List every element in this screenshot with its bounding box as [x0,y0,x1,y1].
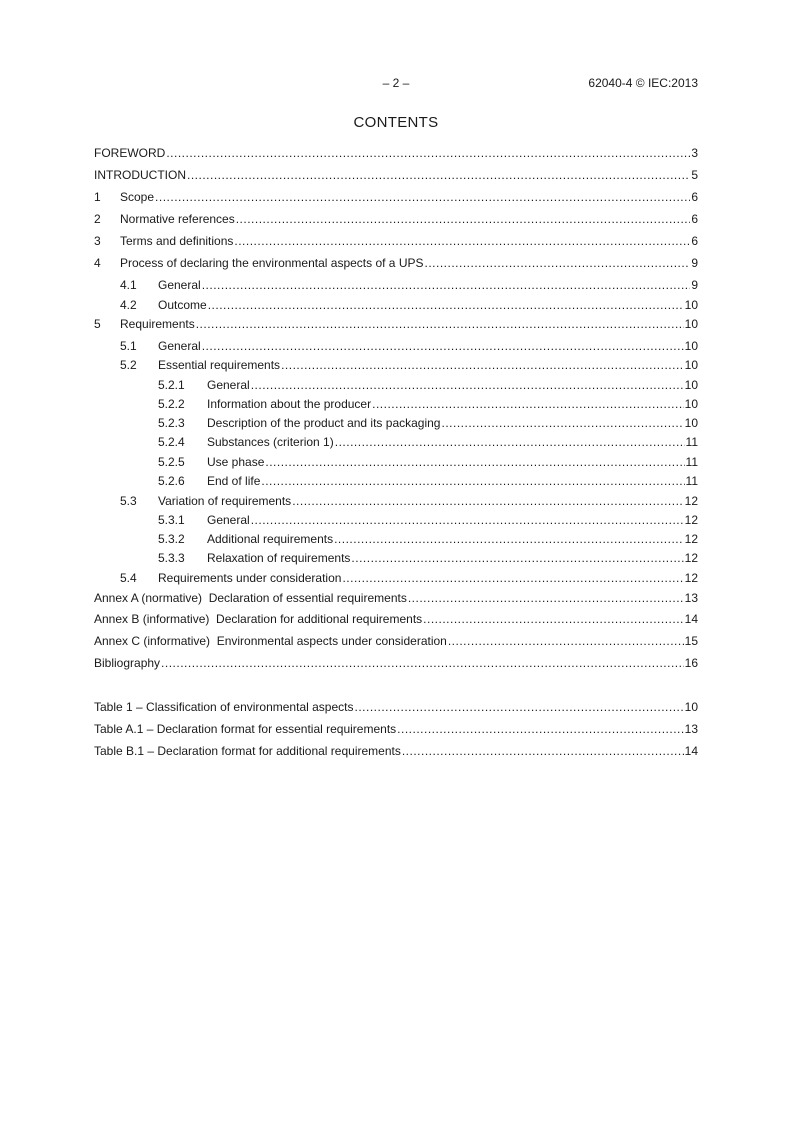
toc-entry-5-3-3[interactable]: 5.3.3 Relaxation of requirements ..... 12 [158,550,698,566]
toc-page-number: 11 [685,474,698,488]
leader-dots [155,189,690,205]
toc-entry-5-2-4[interactable]: 5.2.4 Substances (criterion 1) ..... 11 [158,434,698,450]
page-header [94,76,698,92]
toc-entry-table-b1[interactable]: Table B.1 – Declaration format for additional requirements ..... 14 [94,743,698,759]
leader-dots [234,233,690,249]
leader-dots [187,167,690,183]
toc-entry-5-2-5[interactable]: 5.2.5 Use phase ..... 11 [158,454,698,470]
toc-page-number: 15 [684,634,698,648]
toc-entry-5-4[interactable]: 5.4 Requirements under consideration ..... 12 [120,570,698,586]
toc-section-number: 5.1 [120,339,137,353]
toc-page-number: 6 [691,234,698,248]
toc-page-number: 11 [685,435,698,449]
toc-page-number: 13 [684,591,698,605]
toc-entry-annex-c[interactable]: Annex C (informative) Environmental aspects under consideration ..... 15 [94,633,698,649]
toc-entry-5-3-1[interactable]: 5.3.1 General ..... 12 [158,512,698,528]
toc-page-number: 10 [684,358,698,372]
leader-dots [251,377,684,393]
toc-section-number: 3 [94,234,101,248]
toc-entry-5[interactable]: 5 Requirements ..... 10 [94,316,698,332]
toc-section-number: 5.2.5 [158,455,185,469]
toc-entry-5-2-1[interactable]: 5.2.1 General ..... 10 [158,377,698,393]
leader-dots [441,415,683,431]
toc-entry-4-1[interactable]: 4.1 General ..... 9 [120,277,698,293]
toc-page-number: 9 [691,256,698,270]
toc-entry-4-2[interactable]: 4.2 Outcome ..... 10 [120,297,698,313]
leader-dots [397,721,683,737]
toc-section-number: 1 [94,190,101,204]
leader-dots [161,655,684,671]
toc-section-number: 5.2.6 [158,474,185,488]
leader-dots [408,590,684,606]
leader-dots [342,570,683,586]
toc-page-number: 10 [684,317,698,331]
toc-page-number: 6 [691,190,698,204]
leader-dots [196,316,684,332]
contents-title: CONTENTS [353,114,439,131]
toc-page-number: 12 [684,513,698,527]
toc-section-number: 5.3.1 [158,513,185,527]
toc-page-number: 10 [684,397,698,411]
toc-entry-5-2-2[interactable]: 5.2.2 Information about the producer ..... 10 [158,396,698,412]
toc-entry-5-2-6[interactable]: 5.2.6 End of life ..... 11 [158,473,698,489]
toc-section-number: 5 [94,317,101,331]
toc-entry-foreword[interactable]: FOREWORD ..... 3 [94,145,698,161]
toc-entry-4[interactable]: 4 Process of declaring the environmental aspects of a UPS ..... 9 [94,255,698,271]
leader-dots [354,699,683,715]
toc-page-number: 14 [684,744,698,758]
toc-page-number: 10 [684,298,698,312]
toc-entry-5-3-2[interactable]: 5.3.2 Additional requirements ..... 12 [158,531,698,547]
leader-dots [202,277,691,293]
toc-entry-5-2[interactable]: 5.2 Essential requirements ..... 10 [120,357,698,373]
toc-section-number: 5.2.2 [158,397,185,411]
leader-dots [261,473,684,489]
toc-page-number: 6 [691,212,698,226]
toc-page-number: 10 [684,378,698,392]
toc-entry-5-3[interactable]: 5.3 Variation of requirements ..... 12 [120,493,698,509]
toc-page-number: 14 [684,612,698,626]
document-reference: 62040-4 © IEC:2013 [588,76,698,90]
toc-section-number: 4.1 [120,278,137,292]
toc-page-number: 5 [691,168,698,182]
toc-entry-bibliography[interactable]: Bibliography ..... 16 [94,655,698,671]
toc-section-number: 5.2 [120,358,137,372]
toc-section-number: 5.3.2 [158,532,185,546]
leader-dots [448,633,684,649]
leader-dots [251,512,684,528]
page-number: – 2 – [382,76,410,90]
toc-section-number: 4 [94,256,101,270]
toc-entry-5-1[interactable]: 5.1 General ..... 10 [120,338,698,354]
toc-page-number: 10 [684,339,698,353]
toc-section-number: 4.2 [120,298,137,312]
toc-page-number: 10 [684,416,698,430]
leader-dots [292,493,683,509]
leader-dots [281,357,684,373]
toc-section-number: 5.3.3 [158,551,185,565]
toc-page-number: 12 [684,494,698,508]
toc-entry-introduction[interactable]: INTRODUCTION ..... 5 [94,167,698,183]
leader-dots [425,255,691,271]
leader-dots [236,211,691,227]
toc-section-number: 5.2.3 [158,416,185,430]
leader-dots [265,454,684,470]
toc-page-number: 3 [691,146,698,160]
leader-dots [351,550,683,566]
toc-page-number: 12 [684,571,698,585]
toc-entry-annex-a[interactable]: Annex A (normative) Declaration of essential requirements ..... 13 [94,590,698,606]
leader-dots [202,338,684,354]
leader-dots [372,396,684,412]
toc-section-number: 5.2.1 [158,378,185,392]
leader-dots [208,297,684,313]
leader-dots [166,145,690,161]
toc-entry-1[interactable]: 1 Scope ..... 6 [94,189,698,205]
toc-entry-table-a1[interactable]: Table A.1 – Declaration format for essential requirements ..... 13 [94,721,698,737]
leader-dots [334,531,684,547]
toc-page-number: 11 [685,455,698,469]
toc-entry-annex-b[interactable]: Annex B (informative) Declaration for additional requirements ..... 14 [94,611,698,627]
toc-page-number: 13 [684,722,698,736]
toc-section-number: 5.4 [120,571,137,585]
toc-page-number: 9 [691,278,698,292]
toc-page-number: 12 [684,532,698,546]
toc-page-number: 12 [684,551,698,565]
toc-section-number: 5.3 [120,494,137,508]
toc-entry-table-1[interactable]: Table 1 – Classification of environmental aspects ..... 10 [94,699,698,715]
toc-entry-5-2-3[interactable]: 5.2.3 Description of the product and its packaging ..... 10 [158,415,698,431]
leader-dots [402,743,684,759]
toc-section-number: 5.2.4 [158,435,185,449]
toc-entry-3[interactable]: 3 Terms and definitions ..... 6 [94,233,698,249]
leader-dots [423,611,683,627]
toc-section-number: 2 [94,212,101,226]
toc-entry-2[interactable]: 2 Normative references ..... 6 [94,211,698,227]
leader-dots [335,434,685,450]
toc-page-number: 16 [684,656,698,670]
toc-page-number: 10 [684,700,698,714]
